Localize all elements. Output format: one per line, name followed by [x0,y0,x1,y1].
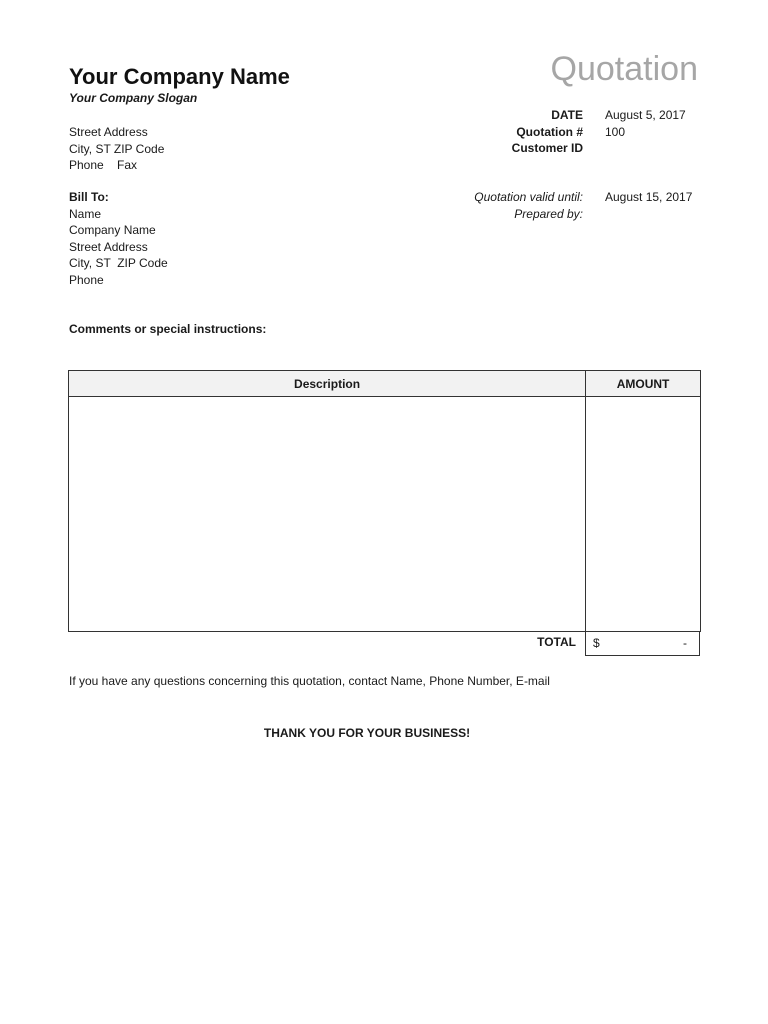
company-phone-fax: Phone Fax [69,158,138,172]
thank-you-message: THANK YOU FOR YOUR BUSINESS! [263,726,471,740]
bill-to-heading: Bill To: [69,190,109,204]
bill-to-street: Street Address [69,239,148,254]
description-header: Description [69,371,586,397]
table-header-row [69,371,701,397]
document-title: Quotation [550,50,698,88]
bill-to-city: City, ST ZIP Code [69,256,168,270]
comments-label: Comments or special instructions: [69,322,267,336]
total-amount-box [585,631,700,656]
amount-cell[interactable] [586,397,701,632]
total-value: - [683,636,687,650]
bill-to-phone: Phone [69,272,104,287]
date-value: August 5, 2017 [605,108,686,122]
company-street: Street Address [69,125,148,139]
description-cell[interactable] [69,397,586,632]
amount-header: AMOUNT [586,371,701,397]
date-label: DATE [551,108,583,122]
table-row [69,397,701,632]
validity-labels [383,189,583,222]
validity-values [605,189,692,222]
valid-until-value: August 15, 2017 [605,190,693,204]
prepared-by-label: Prepared by: [514,206,583,221]
company-name: Your Company Name [69,64,290,89]
bill-to-name: Name [69,206,102,221]
bill-to-block [69,189,168,288]
company-address [69,124,164,174]
company-city: City, ST ZIP Code [69,141,165,156]
quote-meta-labels [383,107,583,157]
customer-id-label: Customer ID [511,141,583,155]
quotation-number-value: 100 [605,124,626,139]
quotation-number-label: Quotation # [516,124,583,139]
contact-note: If you have any questions concerning this quotation, contact Name, Phone Number, E-mail [69,674,550,688]
bill-to-company: Company Name [69,223,156,237]
prepared-by-value [605,206,692,223]
quote-meta-values [605,107,686,157]
total-currency: $ [593,636,600,650]
company-slogan: Your Company Slogan [69,91,198,105]
customer-id-value [605,140,686,157]
total-label: TOTAL [537,635,576,649]
valid-until-label: Quotation valid until: [474,190,583,204]
line-items-table [68,370,701,632]
